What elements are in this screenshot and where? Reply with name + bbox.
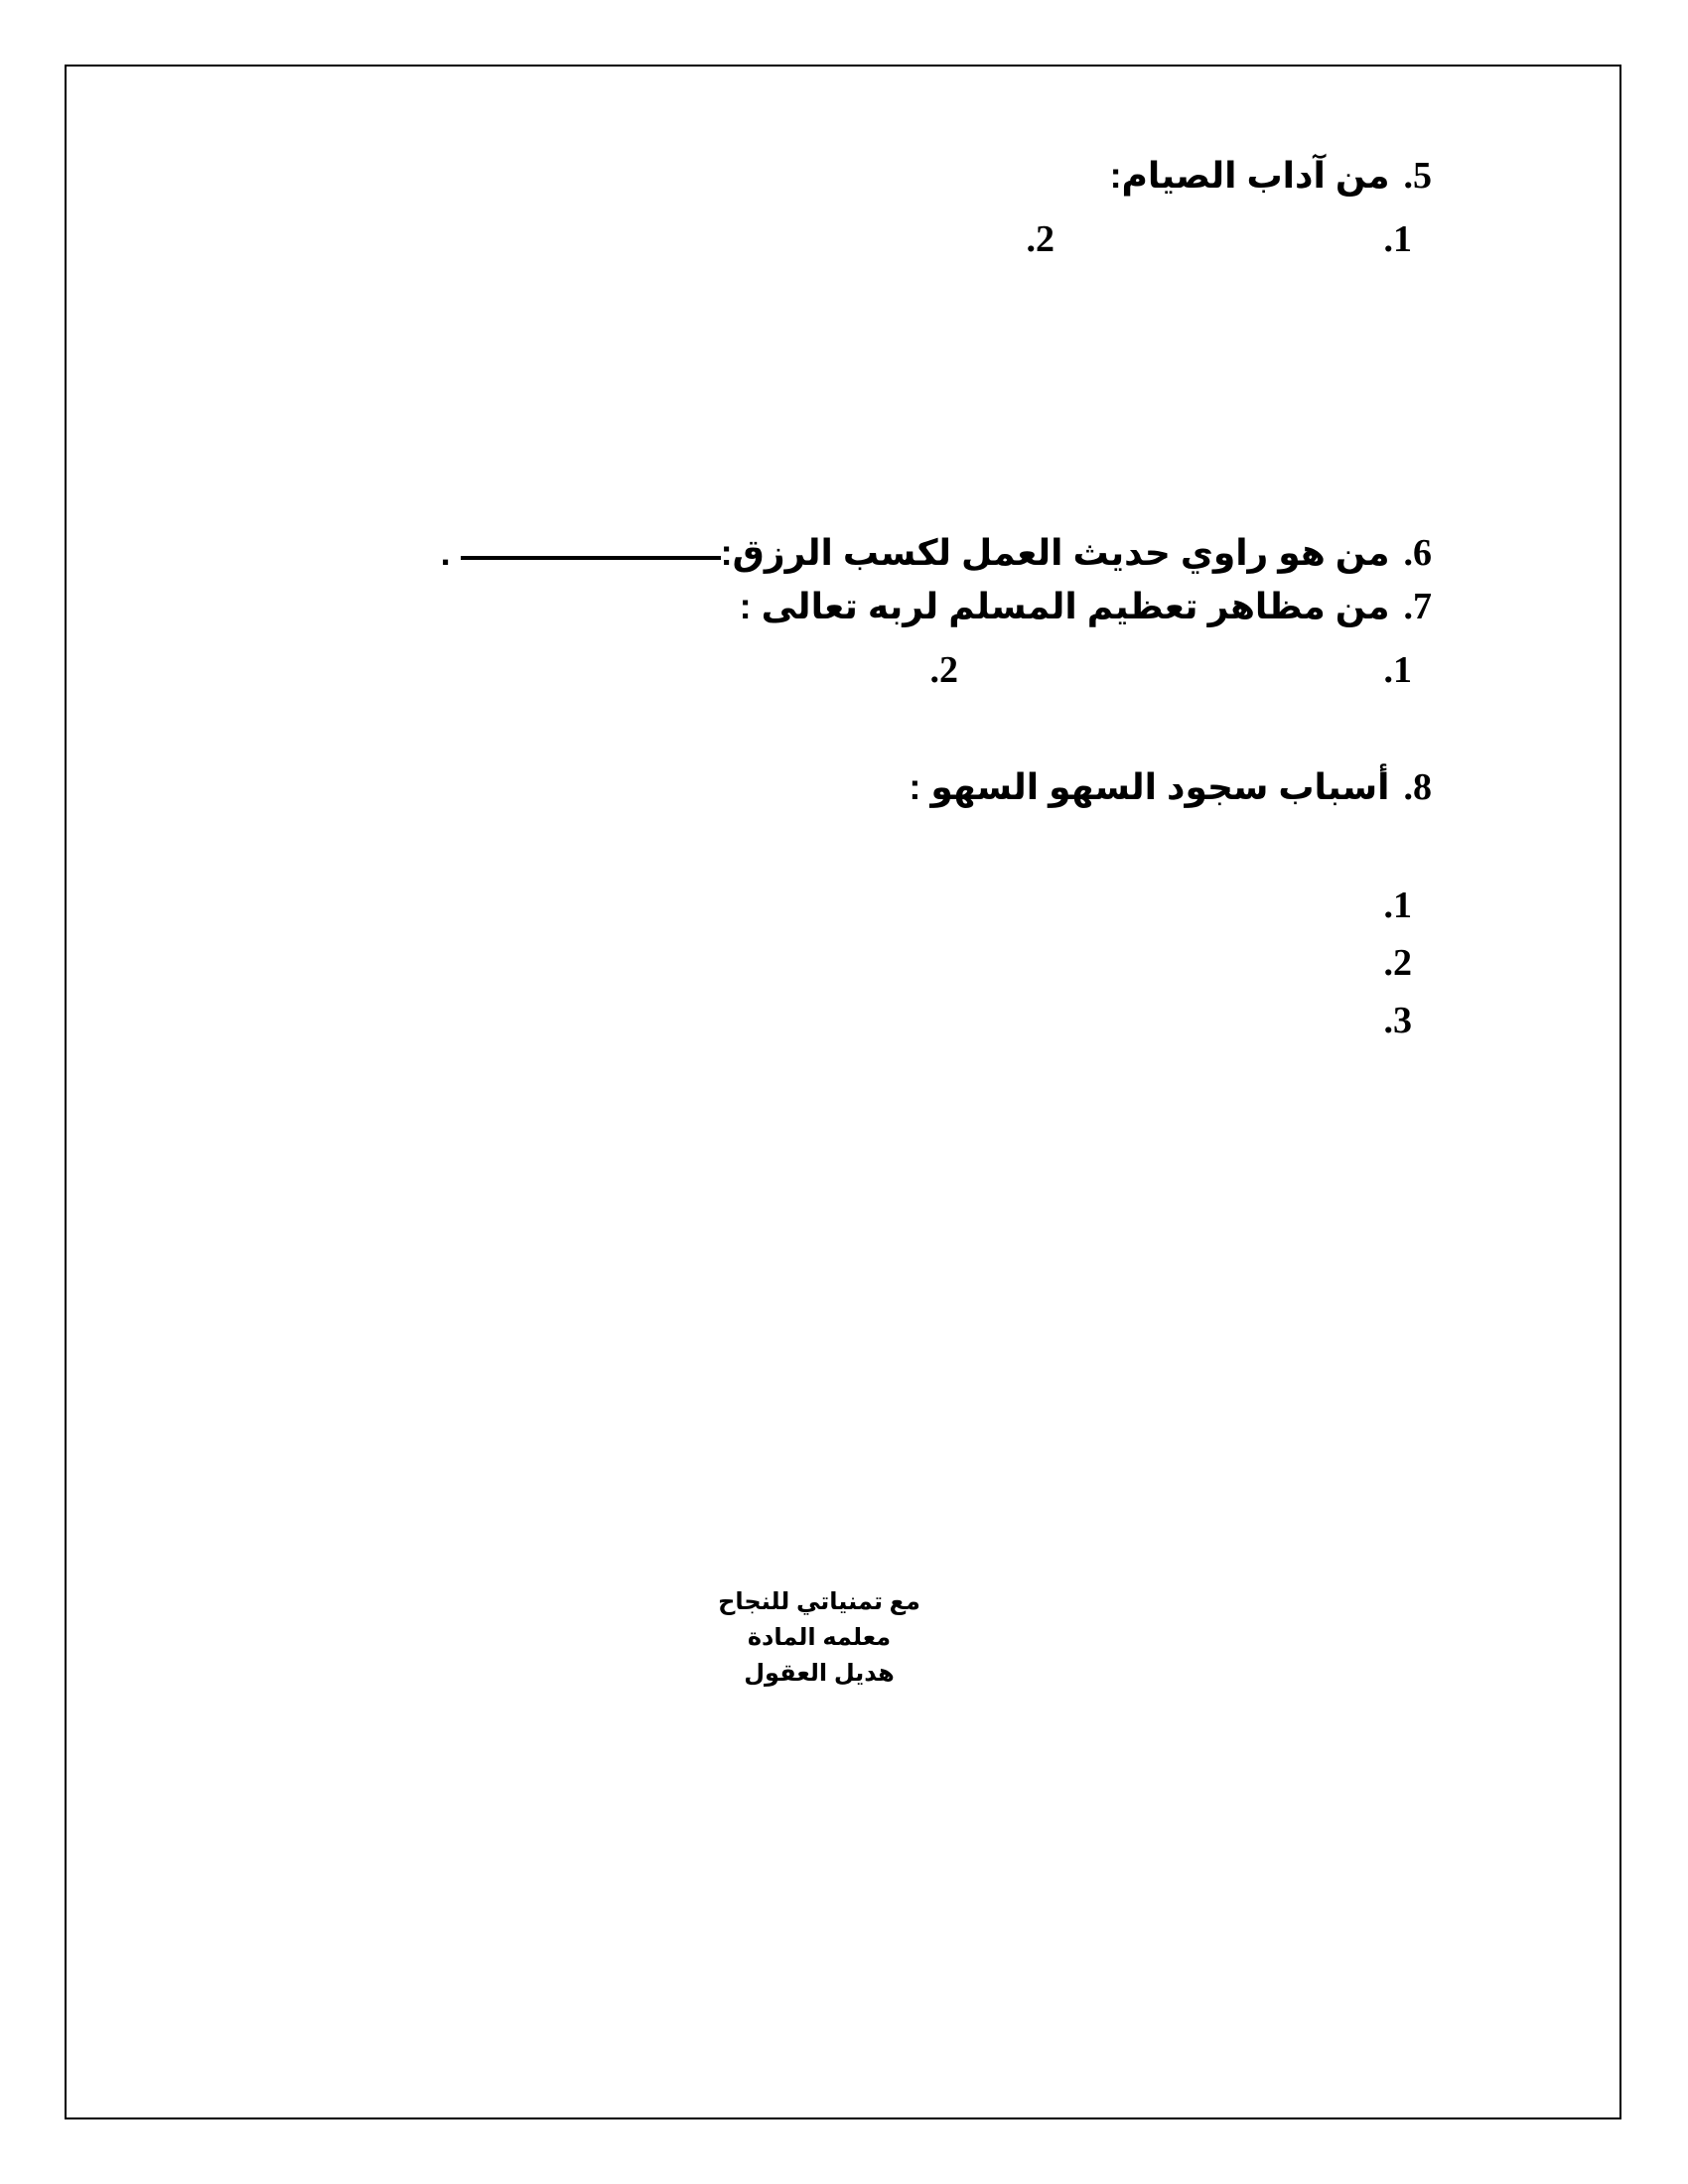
question-8-text: أسباب سجود السهو السهو : — [909, 766, 1390, 807]
question-8-item-1: 1. — [1383, 885, 1412, 926]
answer-blank-line — [461, 556, 721, 560]
question-8-item-2: 2. — [1383, 942, 1412, 984]
footer-teacher-title: معلمه المادة — [747, 1624, 892, 1651]
question-5-text: من آداب الصيام: — [1109, 155, 1390, 196]
page-border — [65, 65, 1621, 2119]
question-6 — [441, 534, 1432, 572]
question-5-item-2: 2. — [1026, 218, 1055, 260]
question-6-number: 6. — [1403, 532, 1432, 574]
question-6-trailing: . — [440, 532, 451, 573]
question-5-number: 5. — [1403, 155, 1432, 197]
question-5-item-1: 1. — [1383, 218, 1412, 260]
question-8-number: 8. — [1403, 766, 1432, 808]
footer-wishes: مع تمنياتي للنجاح — [718, 1588, 920, 1615]
question-7-text: من مظاهر تعظيم المسلم لربه تعالى : — [739, 586, 1390, 626]
question-7-number: 7. — [1403, 586, 1432, 627]
question-8 — [909, 768, 1432, 806]
question-6-text: من هو راوي حديث العمل لكسب الرزق: — [720, 532, 1390, 573]
question-7-item-2: 2. — [929, 649, 958, 691]
question-5 — [1110, 157, 1432, 195]
question-7-item-1: 1. — [1383, 649, 1412, 691]
question-8-item-3: 3. — [1383, 1000, 1412, 1041]
footer-teacher-name: هديل العقول — [744, 1660, 895, 1687]
question-7 — [740, 588, 1432, 625]
